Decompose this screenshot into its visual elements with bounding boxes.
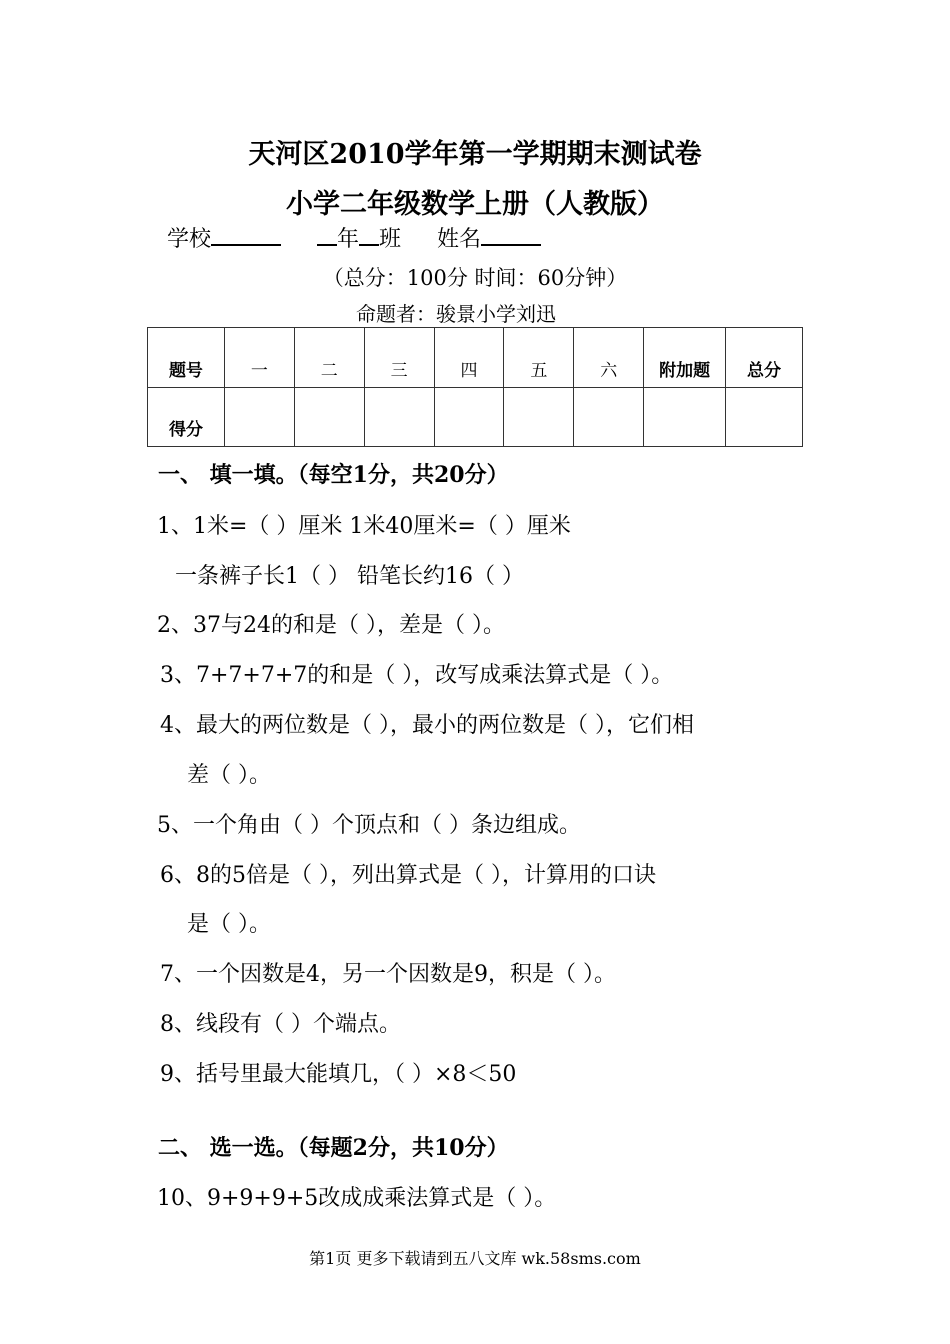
school-blank[interactable] bbox=[211, 224, 281, 246]
table-cell: 四 bbox=[434, 328, 504, 388]
question-1b: 一条裤子长1（ ） 铅笔长约16（ ） bbox=[175, 564, 524, 589]
table-cell: 六 bbox=[574, 328, 644, 388]
question-7: 7、一个因数是4，另一个因数是9，积是（ ）。 bbox=[160, 962, 616, 987]
question-2: 2、37与24的和是（ ），差是（ ）。 bbox=[157, 613, 505, 638]
class-blank[interactable] bbox=[359, 224, 379, 246]
name-blank[interactable] bbox=[481, 224, 541, 246]
table-cell: 二 bbox=[294, 328, 364, 388]
question-3: 3、7+7+7+7的和是（ ），改写成乘法算式是（ ）。 bbox=[160, 663, 674, 688]
school-label: 学校 bbox=[167, 227, 212, 252]
table-cell: 五 bbox=[504, 328, 574, 388]
section-2-heading: 二、 选一选。（每题2分，共10分） bbox=[158, 1135, 509, 1161]
question-10: 10、9+9+9+5改成成乘法算式是（ ）。 bbox=[157, 1186, 557, 1211]
score-cell[interactable] bbox=[726, 388, 803, 447]
section-1-heading: 一、 填一填。（每空1分，共20分） bbox=[158, 462, 509, 488]
score-cell[interactable] bbox=[364, 388, 434, 447]
table-cell: 总分 bbox=[726, 328, 803, 388]
question-4b: 差（ ）。 bbox=[187, 763, 271, 788]
question-5: 5、一个角由（ ）个顶点和（ ）条边组成。 bbox=[157, 813, 581, 838]
page-footer: 第1页 更多下载请到五八文库 wk.58sms.com bbox=[309, 1249, 641, 1268]
question-6b: 是（ ）。 bbox=[187, 912, 271, 937]
grade-label: 年 bbox=[337, 227, 360, 252]
score-cell[interactable] bbox=[574, 388, 644, 447]
exam-meta: （总分：100分 时间：60分钟） bbox=[322, 266, 628, 290]
question-1a: 1、1米=（ ）厘米 1米40厘米=（ ）厘米 bbox=[157, 514, 571, 539]
table-cell: 题号 bbox=[148, 328, 225, 388]
table-cell: 得分 bbox=[148, 388, 225, 447]
exam-author: 命题者：骏景小学刘迅 bbox=[356, 302, 556, 326]
score-cell[interactable] bbox=[504, 388, 574, 447]
exam-subtitle: 小学二年级数学上册（人教版） bbox=[286, 189, 664, 220]
student-info-line bbox=[167, 222, 541, 253]
exam-title: 天河区2010学年第一学期期末测试卷 bbox=[248, 139, 702, 170]
grade-blank[interactable] bbox=[317, 224, 337, 246]
score-table bbox=[147, 327, 803, 447]
score-cell[interactable] bbox=[434, 388, 504, 447]
question-9: 9、括号里最大能填几，（ ）×8＜50 bbox=[160, 1062, 517, 1087]
score-table-score-row bbox=[148, 388, 803, 447]
class-label: 班 bbox=[379, 227, 402, 252]
score-cell[interactable] bbox=[224, 388, 294, 447]
question-6a: 6、8的5倍是（ ），列出算式是（ ），计算用的口诀 bbox=[160, 863, 656, 888]
score-cell[interactable] bbox=[644, 388, 726, 447]
table-cell: 一 bbox=[224, 328, 294, 388]
score-table-header-row bbox=[148, 328, 803, 388]
score-cell[interactable] bbox=[294, 388, 364, 447]
table-cell: 三 bbox=[364, 328, 434, 388]
name-label: 姓名 bbox=[437, 227, 482, 252]
question-8: 8、线段有（ ）个端点。 bbox=[160, 1012, 401, 1037]
table-cell: 附加题 bbox=[644, 328, 726, 388]
question-4a: 4、最大的两位数是（ ），最小的两位数是（ ），它们相 bbox=[160, 713, 694, 738]
